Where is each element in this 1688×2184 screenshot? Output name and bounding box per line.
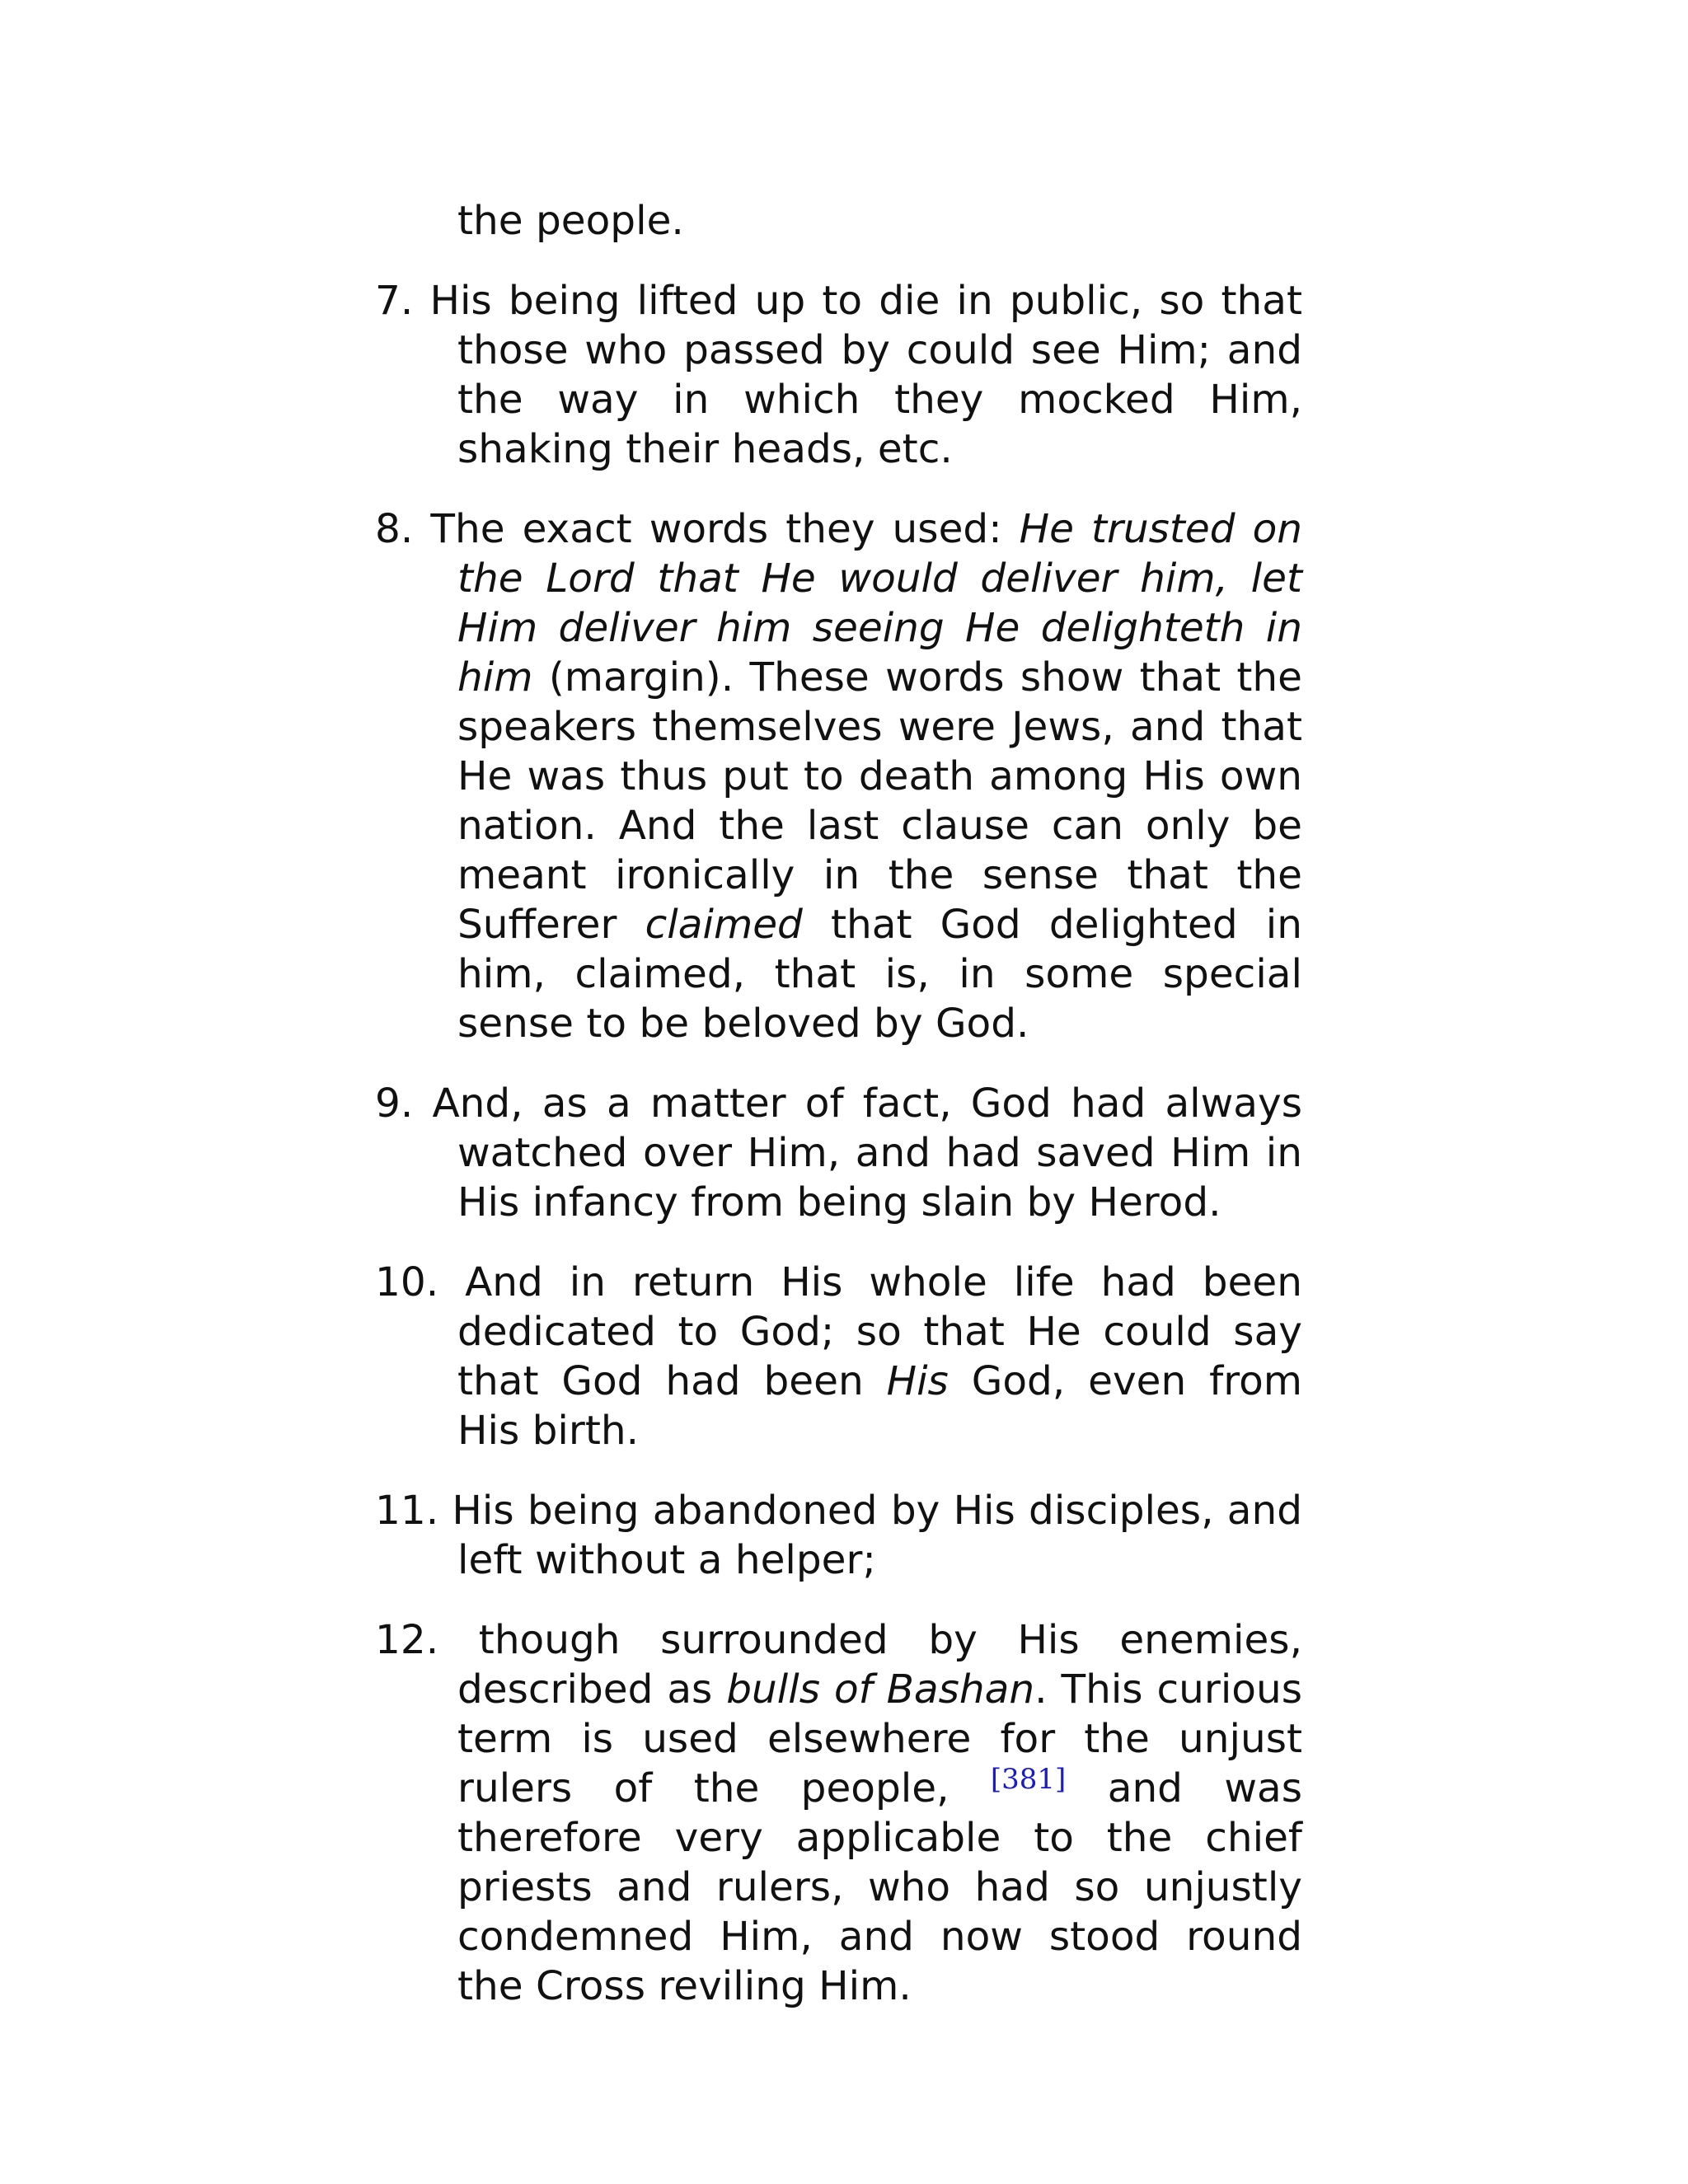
item-number: 12. xyxy=(375,1617,439,1663)
quoted-words: He trusted on the Lord that He would deliver him, let Him deliver him seeing He delighteth in him xyxy=(457,506,1302,701)
item-number: 8. xyxy=(375,506,414,552)
list-item-9: 9. And, as a matter of fact, God had always watched over Him, and had saved Him in His infancy from being slain by Herod. xyxy=(375,1080,1303,1226)
continuation-paragraph: the people. xyxy=(457,198,684,244)
list-item-12: 12. though surrounded by His enemies, described as bulls of Bashan. This curious term is used elsewhere for the unjust rulers of the people, [381] and was therefore very applicable to the chief priests and rulers, who had so unjustly condemned Him, and now stood round the Cross reviling Him. xyxy=(375,1617,1302,2009)
list-item-7: 7. His being lifted up to die in public, so that those who passed by could see Him; and the way in which they mocked Him, shaking their heads, etc. xyxy=(375,278,1302,472)
item-number: 11. xyxy=(375,1488,439,1534)
emphasis: bulls of Bashan xyxy=(726,1666,1035,1713)
list-item-10: 10. And in return His whole life had been dedicated to God; so that He could say that God had been His God, even from His birth. xyxy=(375,1259,1302,1454)
item-number: 10. xyxy=(375,1259,439,1305)
item-number: 7. xyxy=(375,278,414,324)
footnote-link[interactable]: [381] xyxy=(990,1763,1067,1796)
emphasis: His xyxy=(886,1358,949,1404)
item-number: 9. xyxy=(375,1080,414,1127)
emphasis: claimed xyxy=(645,902,803,948)
page-body xyxy=(375,196,1302,2041)
list-item-11: 11. His being abandoned by His disciples, and left without a helper; xyxy=(375,1488,1302,1583)
list-item-8: 8. The exact words they used: He trusted on the Lord that He would deliver him, let Him deliver him seeing He delighteth in him (margin). These words show that the speakers themselves were Jews, and that He was thus put to death among His own nation. And the last clause can only be meant ironically in the sense that the Sufferer claimed that God delighted in him, claimed, that is, in some special sense to be beloved by God. xyxy=(375,506,1303,1047)
